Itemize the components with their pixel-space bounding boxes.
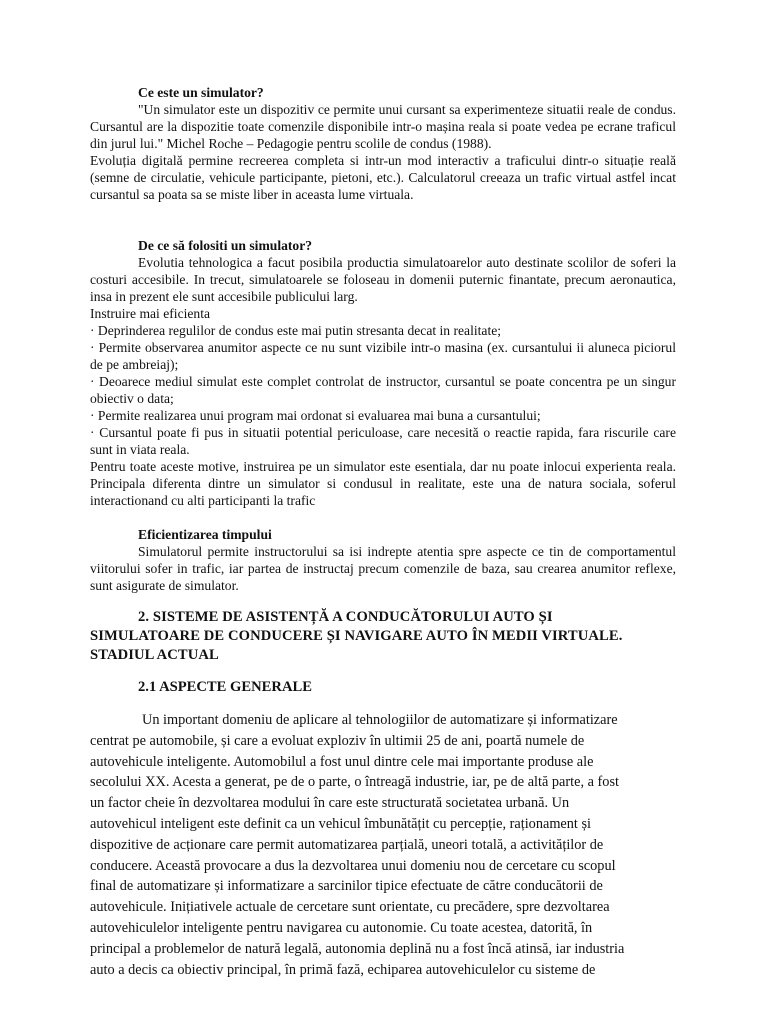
document-body: [90, 84, 676, 980]
spacer: [90, 665, 676, 679]
bullet-item: · Permite observarea anumitor aspecte ce nu sunt vizibile intr-o masina (ex. cursantului ii aluneca piciorul de pe ambreiaj);: [90, 340, 676, 372]
general-aspects-body: [90, 710, 676, 980]
spacer: [90, 696, 676, 710]
text-line: un factor cheie în dezvoltarea modului în care este structurată societatea urbană. Un: [90, 795, 570, 812]
text-line: centrat pe automobile, și care a evoluat exploziv în ultimii 25 de ani, poartă numele de: [90, 732, 585, 749]
bullet-item: · Cursantul poate fi pus in situatii potential periculoase, care necesită o reactie rapida, fara riscurile care sunt in viata reala.: [90, 425, 676, 457]
text-line: autovehicul inteligent este definit ca un vehicul îmbunătățit cu percepție, raționament și: [90, 815, 592, 832]
section-title-what-is-simulator: Ce este un simulator?: [138, 85, 264, 100]
digital-evolution-paragraph: Evoluția digitală permine recreerea completa si intr-un mod interactiv a traficului dintr-o situație reală (semne de circulatie, vehicule participante, pietoni, etc.). Calculatorul creeaza un trafic virtual astfel incat cursantul sa poata sa se miste liber in aceasta lume virtuala.: [90, 153, 676, 202]
bullet-item: · Permite realizarea unui program mai ordonat si evaluarea mai buna a cursantului;: [90, 408, 541, 423]
chapter-title-line: STADIUL ACTUAL: [90, 647, 219, 663]
text-line: autovehiculelor inteligente pentru navigarea cu autonomie. Cu toate acestea, datorită, în: [90, 919, 593, 936]
section-title-why-use-simulator: De ce să folositi un simulator?: [138, 238, 313, 253]
text-line: autovehicule. Inițiativele actuale de cercetare sunt orientate, cu precădere, spre dezvoltarea: [90, 899, 610, 916]
conclusion-paragraph: Pentru toate aceste motive, instruirea pe un simulator este esentiala, dar nu poate inlocui experienta reala. Principala diferenta dintre un simulator si condusul in realitate, este una de natura sociala, soferul interactionand cu alti participanti la trafic: [90, 459, 676, 508]
time-efficiency-paragraph: Simulatorul permite instructorului sa isi indrepte atentia spre aspecte ce tin de comportamentul viitorului sofer in trafic, iar partea de instructaj precum comenzile de baza, sau crearea anumitor reflexe, sunt asigurate de simulator.: [90, 544, 676, 593]
text-line: autovehicule inteligente. Automobilul a fost unul dintre cele mai importante produse ale: [90, 753, 594, 770]
chapter-title: [90, 608, 676, 665]
text-line: principal a problemelor de natură legală, autonomia deplină nu a fost încă atinsă, iar industria: [90, 940, 625, 957]
spacer: [90, 509, 676, 526]
text-line: Un important domeniu de aplicare al tehnologiilor de automatizare și informatizare: [142, 712, 618, 728]
text-line: conducere. Această provocare a dus la dezvoltarea unui domeniu nou de cercetare cu scopul: [90, 857, 616, 874]
section-title-time-efficiency: Eficientizarea timpului: [138, 527, 272, 542]
section-title-general-aspects: 2.1 ASPECTE GENERALE: [138, 679, 312, 695]
chapter-title-line: SIMULATOARE DE CONDUCERE ȘI NAVIGARE AUTO ÎN MEDII VIRTUALE.: [90, 628, 623, 644]
text-line: dispozitive de acționare care permit automatizarea parțială, uneori totală, a activităților de: [90, 836, 604, 853]
tech-evolution-paragraph: Evolutia tehnologica a facut posibila productia simulatoarelor auto destinate scolilor de soferi la costuri accesibile. In trecut, simulatoarele se foloseau in domenii puternic finantate, precum aeronautica, insa in prezent ele sunt accesibile publicului larg.: [90, 255, 676, 304]
spacer: [90, 594, 676, 608]
bullet-item: · Deoarece mediul simulat este complet controlat de instructor, cursantul se poate concentra pe un singur obiectiv o data;: [90, 374, 676, 406]
quote-paragraph: "Un simulator este un dispozitiv ce permite unui cursant sa experimenteze situatii reale de condus. Cursantul are la dispozitie toate comenzile disponibile intr-o mașina reala si poate vedea pe ecrane traficul din jurul lui." Michel Roche – Pedagogie pentru scolile de condus (1988).: [90, 102, 676, 151]
spacer: [90, 203, 676, 237]
bullet-item: · Deprinderea regulilor de condus este mai putin stresanta decat in realitate;: [90, 323, 502, 338]
text-line: final de automatizare și informatizare a sarcinilor tipice efectuate de către conducătorii de: [90, 878, 603, 895]
subheading-efficient-training: Instruire mai eficienta: [90, 306, 211, 321]
text-line: auto a decis ca obiectiv principal, în primă fază, echiparea autovehiculelor cu sisteme de: [90, 961, 596, 978]
chapter-title-line: 2. SISTEME DE ASISTENȚĂ A CONDUCĂTORULUI AUTO ȘI: [138, 609, 553, 625]
text-line: secolului XX. Acesta a generat, pe de o parte, o întreagă industrie, iar, pe de altă parte, a fost: [90, 774, 619, 791]
